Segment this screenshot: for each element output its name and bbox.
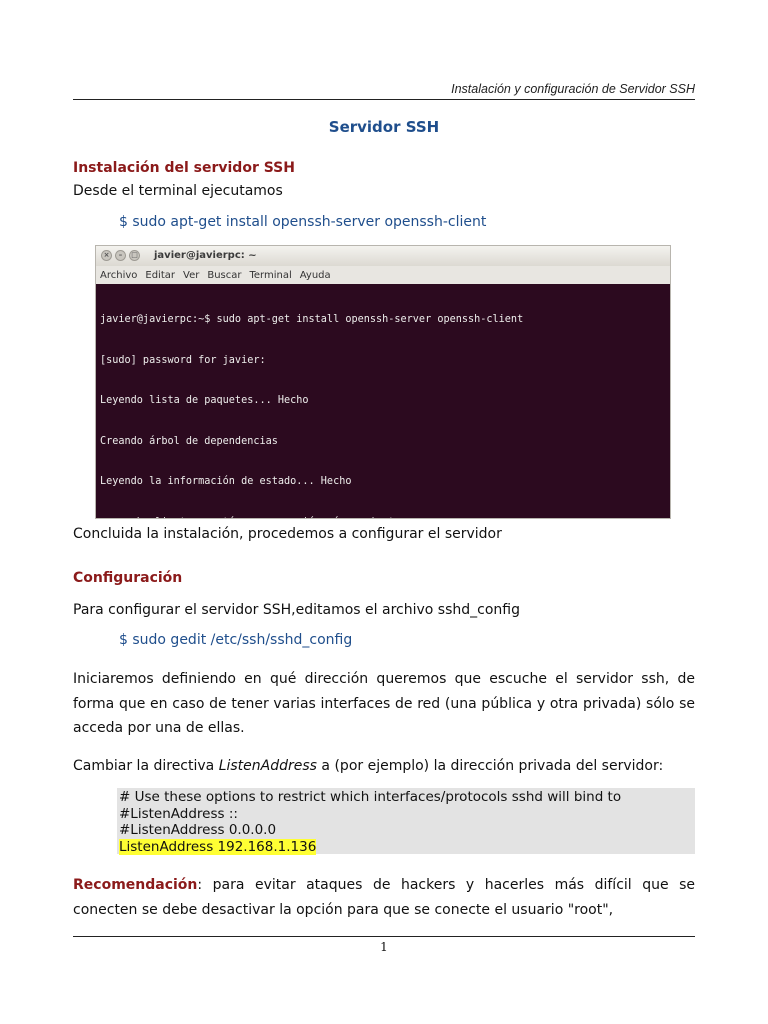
terminal-menu-terminal: Terminal <box>249 269 292 281</box>
gedit-command: $ sudo gedit /etc/ssh/sshd_config <box>119 632 353 648</box>
terminal-line: Leyendo la información de estado... Hecho <box>100 476 352 487</box>
code-line: # Use these options to restrict which interfaces/protocols sshd will bind to <box>119 789 622 805</box>
terminal-menu-ver: Ver <box>183 269 200 281</box>
maximize-icon: □ <box>129 250 140 261</box>
close-icon: × <box>101 250 112 261</box>
footer-rule <box>73 936 695 937</box>
terminal-output <box>96 284 670 518</box>
listen-explanation: Iniciaremos definiendo en qué dirección queremos que escuche el servidor ssh, de forma que en caso de tener varias interfaces de red (una pública y otra privada) sólo se acceda por una de ellas. <box>73 671 695 736</box>
code-line: #ListenAddress 0.0.0.0 <box>119 822 277 838</box>
terminal-window-buttons <box>101 250 140 261</box>
terminal-line: [sudo] password for javier: <box>100 354 266 366</box>
directive-before: Cambiar la directiva <box>73 758 219 774</box>
recommendation-label: Recomendación <box>73 877 198 893</box>
terminal-titlebar <box>96 246 670 266</box>
terminal-menu-editar: Editar <box>145 269 175 281</box>
config-code-block <box>117 788 695 854</box>
section-heading-installation: Instalación del servidor SSH <box>73 160 295 176</box>
section-heading-configuration: Configuración <box>73 570 183 586</box>
directive-after: a (por ejemplo) la dirección privada del servidor: <box>316 758 664 774</box>
terminal-menu-buscar: Buscar <box>207 269 242 281</box>
install-command: $ sudo apt-get install openssh-server openssh-client <box>119 214 487 230</box>
document-title: Servidor SSH <box>328 118 440 136</box>
terminal-line: Creando árbol de dependencias <box>100 435 278 447</box>
page-number: 1 <box>380 940 388 954</box>
terminal-window-title: javier@javierpc: ~ <box>154 250 257 261</box>
terminal-menubar <box>96 266 670 284</box>
running-header: Instalación y configuración de Servidor SSH <box>451 82 695 96</box>
terminal-line <box>100 516 666 519</box>
directive-instruction <box>73 754 695 779</box>
after-install-text: Concluida la instalación, procedemos a configurar el servidor <box>73 526 502 542</box>
directive-name: ListenAddress <box>218 758 317 774</box>
header-rule <box>73 99 695 100</box>
recommendation-paragraph <box>73 873 695 922</box>
installation-intro: Desde el terminal ejecutamos <box>73 183 283 199</box>
terminal-line: Leyendo lista de paquetes... Hecho <box>100 395 309 406</box>
code-line: #ListenAddress :: <box>119 805 238 822</box>
minimize-icon: – <box>115 250 126 261</box>
document-page <box>73 0 695 1024</box>
configuration-intro: Para configurar el servidor SSH,editamos el archivo sshd_config <box>73 602 520 618</box>
recommendation-text: : para evitar ataques de hackers y hacerles más difícil que se conecten se debe desactivar la opción para que se conecte el usuario "root", <box>73 877 695 918</box>
terminal-screenshot <box>95 245 671 519</box>
highlighted-listen-address: ListenAddress 192.168.1.136 <box>119 838 317 855</box>
terminal-line: javier@javierpc:~$ sudo apt-get install openssh-server openssh-client <box>100 314 524 325</box>
code-line-highlighted <box>119 839 693 856</box>
terminal-menu-archivo: Archivo <box>100 269 138 281</box>
terminal-menu-ayuda: Ayuda <box>299 269 331 281</box>
